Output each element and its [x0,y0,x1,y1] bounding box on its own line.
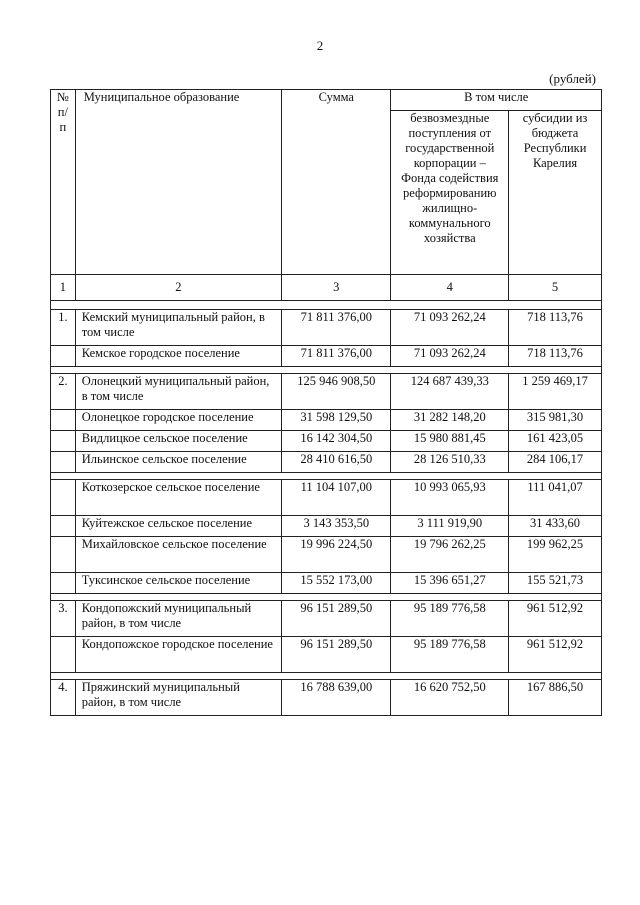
subsidy-cell: 199 962,25 [509,537,602,573]
row-gap [51,594,602,601]
table-row [51,680,602,716]
municipality-name: Ильинское сельское поселение [75,452,281,473]
subsidy-cell: 718 113,76 [509,346,602,367]
table-row [51,516,602,537]
sum-cell: 125 946 908,50 [282,374,391,410]
row-index [51,431,76,452]
sum-cell: 15 552 173,00 [282,573,391,594]
municipality-name: Куйтежское сельское поселение [75,516,281,537]
row-gap [51,301,602,310]
table-row [51,410,602,431]
subsidy-cell: 961 512,92 [509,637,602,673]
fund-cell: 28 126 510,33 [391,452,509,473]
column-number: 1 [51,275,76,301]
fund-cell: 95 189 776,58 [391,637,509,673]
row-gap [51,367,602,374]
sum-cell: 71 811 376,00 [282,346,391,367]
municipality-name: Кемский муниципальный район, в том числе [75,310,281,346]
table-row [51,452,602,473]
row-index [51,410,76,431]
municipality-name: Кондопожское городское поселение [75,637,281,673]
subsidy-cell: 284 106,17 [509,452,602,473]
table-row [51,346,602,367]
fund-cell: 3 111 919,90 [391,516,509,537]
fund-cell: 10 993 065,93 [391,480,509,516]
sum-cell: 16 142 304,50 [282,431,391,452]
fund-cell: 31 282 148,20 [391,410,509,431]
row-gap-cell [51,473,602,480]
row-index [51,637,76,673]
row-index: 2. [51,374,76,410]
fund-cell: 95 189 776,58 [391,601,509,637]
column-number: 3 [282,275,391,301]
fund-cell: 19 796 262,25 [391,537,509,573]
subsidy-cell: 718 113,76 [509,310,602,346]
sum-cell: 11 104 107,00 [282,480,391,516]
subsidy-cell: 315 981,30 [509,410,602,431]
header-including: В том числе [391,90,602,111]
row-index: 1. [51,310,76,346]
row-index [51,537,76,573]
fund-cell: 16 620 752,50 [391,680,509,716]
sum-cell: 96 151 289,50 [282,601,391,637]
sum-cell: 3 143 353,50 [282,516,391,537]
header-municipality: Муниципальное образование [75,90,281,275]
municipality-name: Пряжинский муниципальный район, в том числе [75,680,281,716]
row-index: 3. [51,601,76,637]
fund-cell: 124 687 439,33 [391,374,509,410]
table-row [51,573,602,594]
table-row [51,480,602,516]
subsidy-cell: 155 521,73 [509,573,602,594]
row-gap-cell [51,301,602,310]
fund-cell: 15 396 651,27 [391,573,509,594]
row-index: 4. [51,680,76,716]
page-number: 2 [316,38,324,53]
municipality-name: Олонецкий муниципальный район, в том числе [75,374,281,410]
row-index [51,452,76,473]
subsidy-cell: 111 041,07 [509,480,602,516]
row-gap [51,673,602,680]
header-sum: Сумма [282,90,391,275]
sum-cell: 71 811 376,00 [282,310,391,346]
row-gap-cell [51,594,602,601]
row-index [51,480,76,516]
column-number: 2 [75,275,281,301]
sum-cell: 96 151 289,50 [282,637,391,673]
header-fund: безвозмездные поступления от государственной корпорации – Фонда содействия реформированию жилищно-коммунального хозяйства [391,111,509,275]
fund-cell: 71 093 262,24 [391,346,509,367]
table-row [51,637,602,673]
fund-cell: 15 980 881,45 [391,431,509,452]
subsidy-cell: 167 886,50 [509,680,602,716]
fund-cell: 71 093 262,24 [391,310,509,346]
sum-cell: 28 410 616,50 [282,452,391,473]
header-index: № п/п [51,90,76,275]
header-row [51,90,602,111]
sum-cell: 19 996 224,50 [282,537,391,573]
units-label: (рублей) [549,71,596,86]
municipality-name: Олонецкое городское поселение [75,410,281,431]
municipality-name: Видлицкое сельское поселение [75,431,281,452]
row-index [51,516,76,537]
column-number: 4 [391,275,509,301]
municipality-name: Кемское городское поселение [75,346,281,367]
municipality-name: Туксинское сельское поселение [75,573,281,594]
subsidy-cell: 31 433,60 [509,516,602,537]
row-gap [51,473,602,480]
subsidy-cell: 161 423,05 [509,431,602,452]
table-row [51,310,602,346]
sum-cell: 31 598 129,50 [282,410,391,431]
column-number-row [51,275,602,301]
table-row [51,431,602,452]
header-subsidy: субсидии из бюджета Республики Карелия [509,111,602,275]
distribution-table [50,89,602,716]
table-row [51,374,602,410]
subsidy-cell: 961 512,92 [509,601,602,637]
table-row [51,537,602,573]
sum-cell: 16 788 639,00 [282,680,391,716]
table-row [51,601,602,637]
municipality-name: Коткозерское сельское поселение [75,480,281,516]
municipality-name: Кондопожский муниципальный район, в том числе [75,601,281,637]
municipality-name: Михайловское сельское поселение [75,537,281,573]
row-gap-cell [51,673,602,680]
row-gap-cell [51,367,602,374]
row-index [51,573,76,594]
subsidy-cell: 1 259 469,17 [509,374,602,410]
row-index [51,346,76,367]
column-number: 5 [509,275,602,301]
